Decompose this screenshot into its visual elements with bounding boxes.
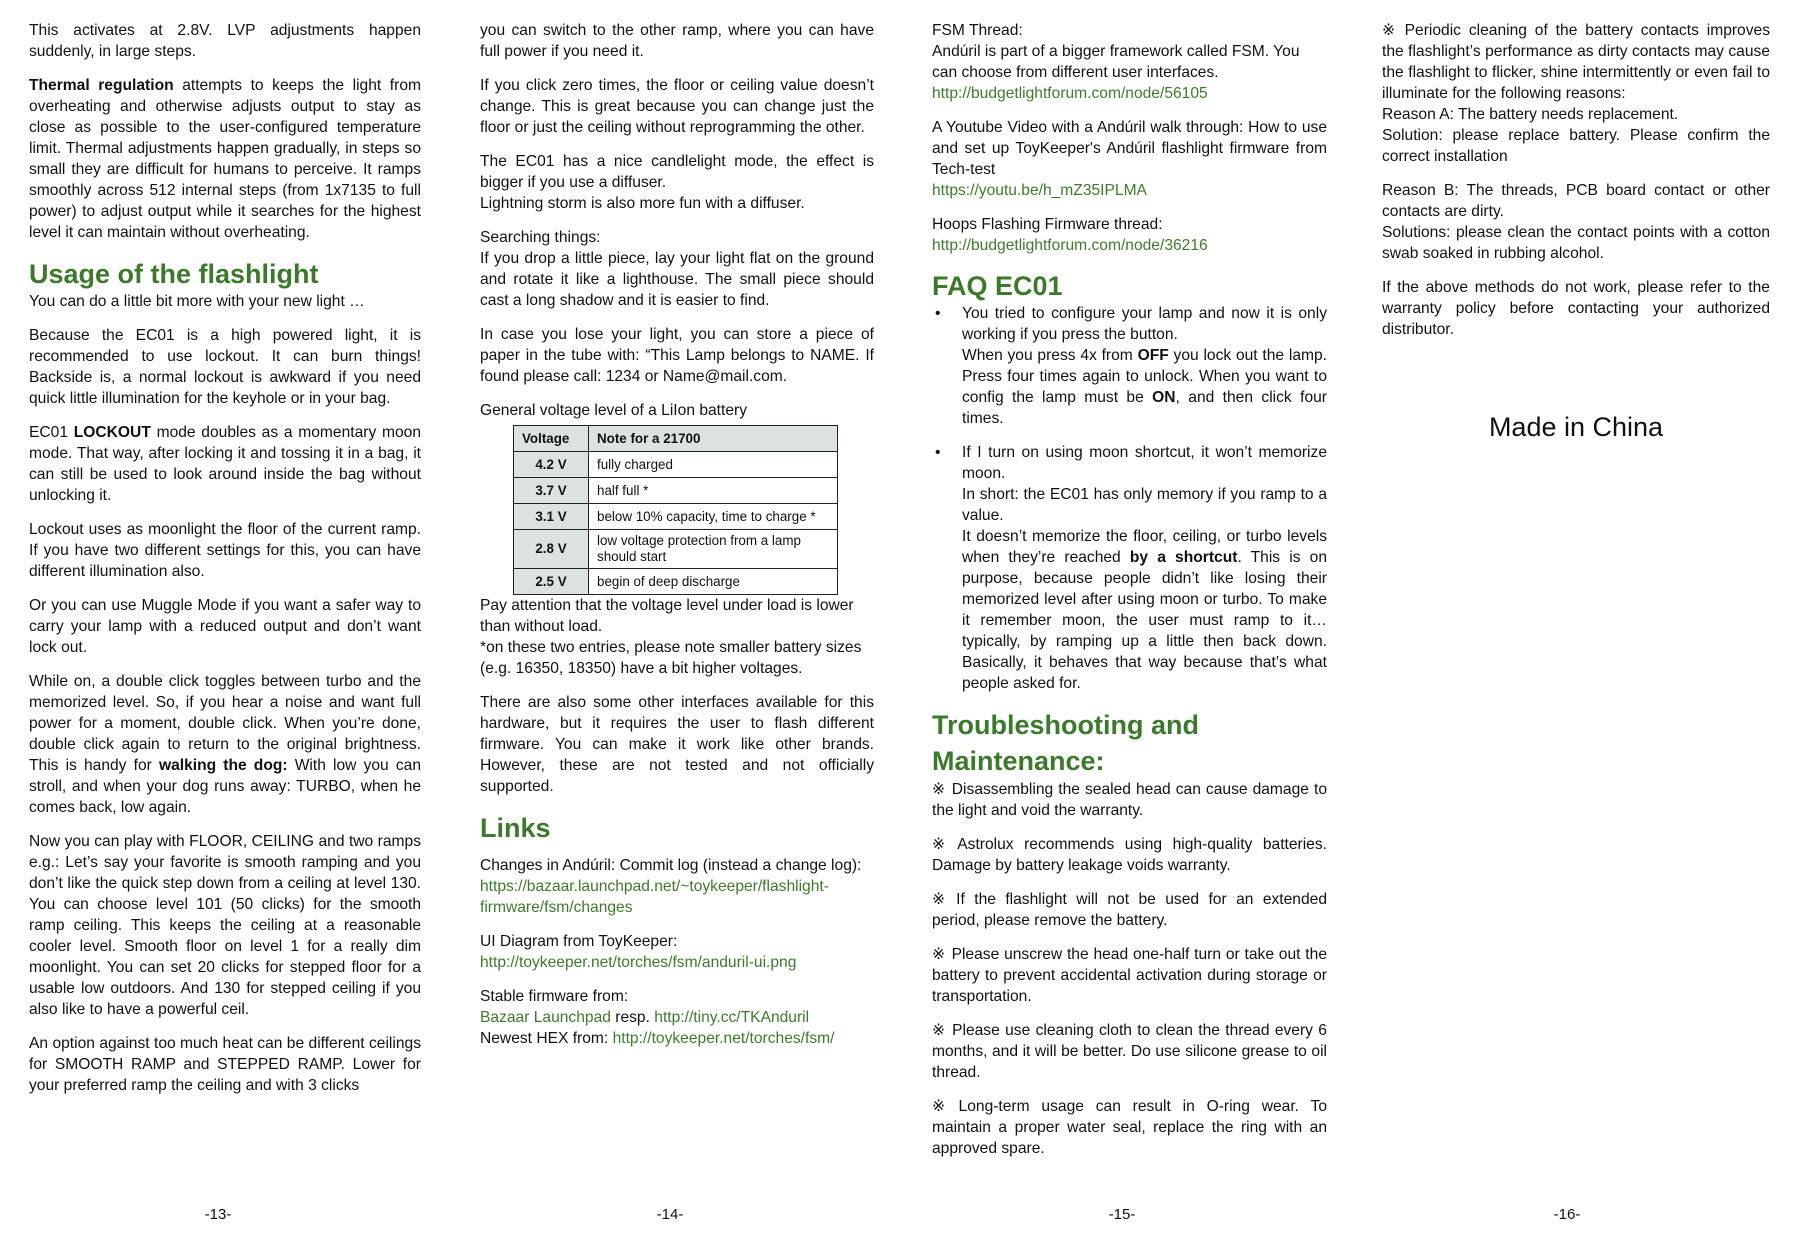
youtube-link[interactable]: https://youtu.be/h_mZ35IPLMA — [932, 182, 1147, 199]
faq-item: • If I turn on using moon shortcut, it won’t memorize moon. In short: the EC01 has only memory if you ramp to a value. It doesn’t memorize the floor, ceiling, or turbo levels when they’re reached by a shortcut. This is on purpose, because people didn’t like losing their memorized level after using moon or turbo. To make it remember moon, the user must ramp to it… typically, by ramping up a little then back down. Basically, it behaves that way because that’s what people asked for. — [935, 444, 1327, 692]
reference-mark-icon: ※ — [932, 781, 946, 798]
maintenance-note: ※ Long-term usage can result in O-ring wear. To maintain a proper water seal, replace the ring with an approved spare. — [932, 1098, 1327, 1157]
page-number-14: -14- — [656, 1206, 684, 1223]
table-row: 4.2 V fully charged — [514, 452, 838, 478]
page-number-15: -15- — [1108, 1206, 1136, 1223]
fsm-thread-link[interactable]: http://budgetlightforum.com/node/56105 — [932, 85, 1208, 102]
maintenance-note: ※ Please unscrew the head one-half turn or take out the battery to prevent accidental activation during storage or transportation. — [932, 946, 1327, 1005]
maintenance-note: ※ Astrolux recommends using high-quality batteries. Damage by battery leakage voids warranty. — [932, 836, 1327, 874]
links-heading: Links — [480, 813, 551, 843]
note-header: Note for a 21700 — [589, 426, 838, 452]
bullet-icon: • — [935, 444, 941, 461]
faq-list — [932, 303, 1327, 694]
reference-mark-icon: ※ — [932, 891, 951, 908]
tkanduril-link[interactable]: http://tiny.cc/TKAnduril — [654, 1009, 810, 1026]
youtube-block: A Youtube Video with a Andúril walk through: How to use and set up ToyKeeper's Andúril flashlight firmware from Tech-test https://youtu.be/h_mZ35IPLMA — [932, 119, 1327, 199]
bullet-icon: • — [935, 305, 941, 322]
voltage-header: Voltage — [514, 426, 589, 452]
double-click-paragraph: While on, a double click toggles between turbo and the memorized level. So, if you hear a noise and want full power for a moment, double click. When you’re done, double click again to return to the original brightness. This is handy for walking the dog: With low you can stroll, and when your dog runs away: TURBO, when he comes back, low again. — [29, 673, 421, 816]
maintenance-note: ※ Disassembling the sealed head can cause damage to the light and void the warranty. — [932, 781, 1327, 819]
changes-link-block: Changes in Andúril: Commit log (instead a change log): https://bazaar.launchpad.net/~toykeeper/flashlight-firmware/fsm/changes — [480, 857, 862, 916]
page-13-column — [29, 20, 421, 1109]
floor-ceiling-paragraph: Now you can play with FLOOR, CEILING and two ramps e.g.: Let’s say your favorite is smooth ramping and you don’t like the quick step down from a ceiling at level 130. You can choose level 101 (50 clicks) for the smooth ramp ceiling. This keeps the ceiling at a reasonable cooler level. Smooth floor on level 1 for a really dim moonlight. You can set 20 clicks for stepped floor for a usable low outdoors. And 130 for stepped ceiling if you also like to have a powerful ceil. — [29, 833, 421, 1018]
table-row: 2.5 V begin of deep discharge — [514, 569, 838, 595]
candlelight-paragraph: The EC01 has a nice candlelight mode, the effect is bigger if you use a diffuser. Lightning storm is also more fun with a diffuser. — [480, 153, 874, 212]
lockout-mode-paragraph: EC01 LOCKOUT mode doubles as a momentary moon mode. That way, after locking it and tossing it in a bag, it can still be used to look around inside the bag without unlocking it. — [29, 424, 421, 504]
table-row: 3.7 V half full * — [514, 478, 838, 504]
hoops-thread-block: Hoops Flashing Firmware thread: http://budgetlightforum.com/node/36216 — [932, 216, 1208, 254]
reference-mark-icon: ※ — [932, 1098, 953, 1115]
stable-firmware-block: Stable firmware from: Bazaar Launchpad resp. http://tiny.cc/TKAnduril Newest HEX from: http://toykeeper.net/torches/fsm/ — [480, 988, 835, 1047]
page-14-column — [480, 20, 874, 1062]
maintenance-note: ※ If the flashlight will not be used for an extended period, please remove the battery. — [932, 891, 1327, 929]
warranty-paragraph: If the above methods do not work, please refer to the warranty policy before contacting your authorized distributor. — [1382, 279, 1770, 338]
table-row: 2.8 V low voltage protection from a lamp should start — [514, 530, 838, 569]
changes-link[interactable]: https://bazaar.launchpad.net/~toykeeper/flashlight-firmware/fsm/changes — [480, 878, 829, 916]
thermal-paragraph: Thermal regulation attempts to keeps the light from overheating and otherwise adjusts output to stay as close as possible to the user-configured temperature limit. Thermal adjustments happen gradually, in steps so small they are difficult for humans to perceive. It ramps smoothly across 512 internal steps (from 1x7135 to full power) to adjust output while it searches for the highest level it can maintain without overheating. — [29, 77, 421, 241]
load-note-paragraph: Pay attention that the voltage level under load is lower than without load. *on these two entries, please note smaller battery sizes (e.g. 16350, 18350) have a bit higher voltages. — [480, 597, 862, 677]
ui-diagram-link-block: UI Diagram from ToyKeeper: http://toykeeper.net/torches/fsm/anduril-ui.png — [480, 933, 797, 971]
other-interfaces-paragraph: There are also some other interfaces available for this hardware, but it requires the user to flash different firmware. You can make it work like other brands. However, these are not tested and not officially supported. — [480, 694, 874, 795]
fsm-thread-block: FSM Thread: Andúril is part of a bigger framework called FSM. You can choose from different user interfaces. http://budgetlightforum.com/node/56105 — [932, 22, 1300, 102]
page-number-13: -13- — [204, 1206, 232, 1223]
muggle-mode-paragraph: Or you can use Muggle Mode if you want a safer way to carry your lamp with a reduced output and don’t want lock out. — [29, 597, 421, 656]
page-number-16: -16- — [1553, 1206, 1581, 1223]
page-16-column — [1382, 20, 1770, 353]
reference-mark-icon: ※ — [932, 946, 946, 963]
heat-option-paragraph: An option against too much heat can be different ceilings for SMOOTH RAMP and STEPPED RAMP. Lower for your preferred ramp the ceiling and with 3 clicks — [29, 1035, 421, 1094]
made-in-china-label: Made in China — [1488, 412, 1664, 442]
reference-mark-icon: ※ — [932, 1022, 947, 1039]
reference-mark-icon: ※ — [1382, 22, 1399, 39]
faq-item: • You tried to configure your lamp and now it is only working if you press the button. When you press 4x from OFF you lock out the lamp. Press four times again to unlock. When you want to config the lamp must be ON, and then click four times. — [935, 305, 1327, 427]
lost-light-paragraph: In case you lose your light, you can store a piece of paper in the tube with: “This Lamp belongs to NAME. If found please call: 1234 or Name@mail.com. — [480, 326, 874, 385]
bazaar-launchpad-link[interactable]: Bazaar Launchpad — [480, 1009, 611, 1026]
usage-heading: Usage of the flashlight — [29, 259, 319, 289]
table-row: 3.1 V below 10% capacity, time to charge * — [514, 504, 838, 530]
table-caption: General voltage level of a LiIon battery — [480, 402, 747, 419]
reference-mark-icon: ※ — [932, 836, 952, 853]
ui-diagram-link[interactable]: http://toykeeper.net/torches/fsm/anduril-ui.png — [480, 954, 797, 971]
faq-heading: FAQ EC01 — [932, 271, 1063, 301]
usage-intro: You can do a little bit more with your new light … — [29, 293, 365, 310]
newest-hex-link[interactable]: http://toykeeper.net/torches/fsm/ — [612, 1030, 835, 1047]
zero-click-paragraph: If you click zero times, the floor or ceiling value doesn’t change. This is great because you can change just the floor or just the ceiling without reprogramming the other. — [480, 77, 874, 136]
page-15-column — [932, 20, 1327, 1172]
table-header-row — [514, 426, 838, 452]
searching-paragraph: Searching things: If you drop a little piece, lay your light flat on the ground and rotate it like a lighthouse. The small piece should cast a long shadow and it is easier to find. — [480, 229, 874, 309]
thermal-bold: Thermal regulation — [29, 77, 174, 94]
lockout-moonlight-paragraph: Lockout uses as moonlight the floor of the current ramp. If you have two different settings for this, you can have different illumination also. — [29, 521, 421, 580]
switch-ramp-paragraph: you can switch to the other ramp, where you can have full power if you need it. — [480, 22, 874, 60]
maintenance-note: ※ Please use cleaning cloth to clean the thread every 6 months, and it will be better. Do use silicone grease to oil thread. — [932, 1022, 1327, 1081]
lvp-paragraph: This activates at 2.8V. LVP adjustments happen suddenly, in large steps. — [29, 22, 421, 60]
battery-contacts-paragraph: ※ Periodic cleaning of the battery contacts improves the flashlight’s performance as dirty contacts may cause the flashlight to flicker, shine intermittently or even fail to illuminate for the following reasons: Reason A: The battery needs replacement. Solution: please replace battery. Please confirm the correct installation — [1382, 22, 1770, 165]
voltage-table — [513, 425, 838, 595]
troubleshooting-heading: Troubleshooting and Maintenance: — [932, 710, 1199, 776]
reason-b-paragraph: Reason B: The threads, PCB board contact or other contacts are dirty. Solutions: please clean the contact points with a cotton swab soaked in rubbing alcohol. — [1382, 182, 1770, 262]
lockout-recommend-paragraph: Because the EC01 is a high powered light, it is recommended to use lockout. It can burn things! Backside is, a normal lockout is awkward if you need quick little illumination for the keyhole or in your bag. — [29, 327, 421, 407]
hoops-thread-link[interactable]: http://budgetlightforum.com/node/36216 — [932, 237, 1208, 254]
